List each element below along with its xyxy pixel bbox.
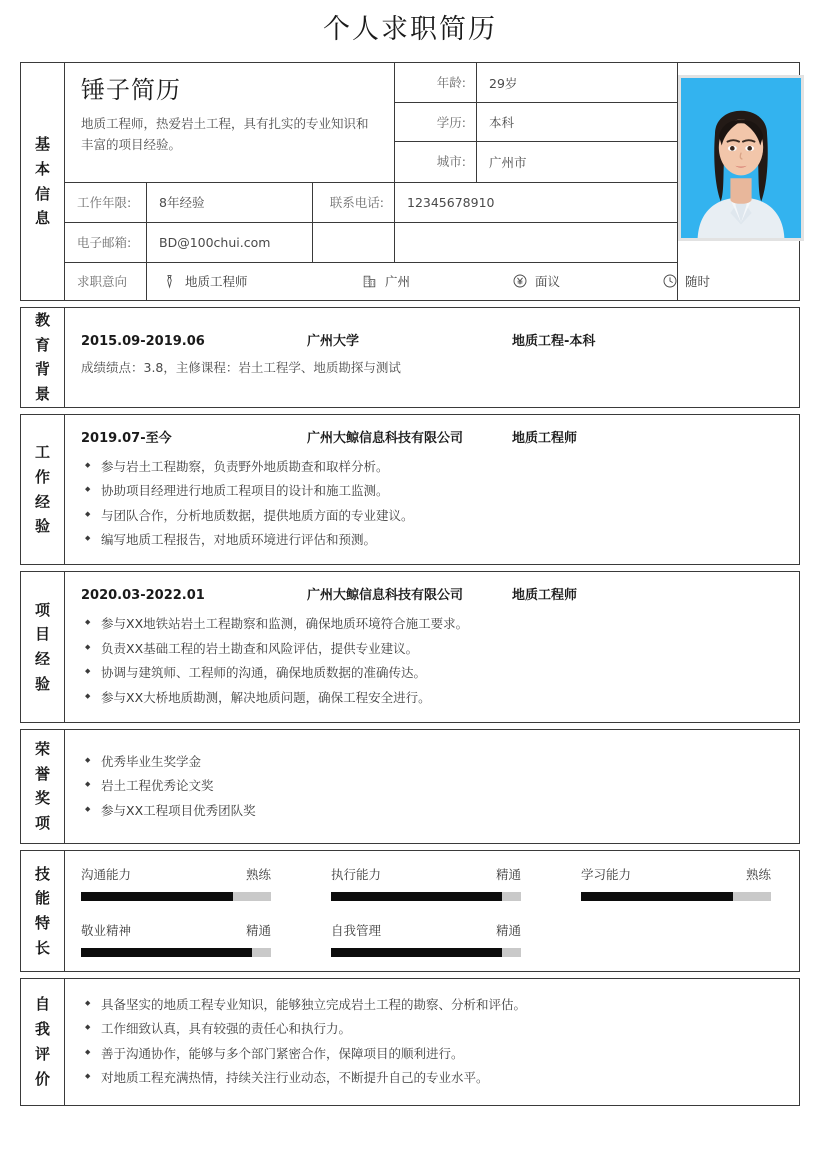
project-header <box>81 584 785 603</box>
project-period: 2020.03-2022.01 <box>81 588 205 604</box>
job-intent-position <box>161 272 361 290</box>
field-city-label: 城市: <box>395 142 477 182</box>
side-label-char: 誉 <box>34 764 50 783</box>
self-evaluation-body <box>65 979 799 1105</box>
clock-icon <box>661 273 678 290</box>
work-company: 广州大鲸信息科技有限公司 <box>307 430 464 446</box>
skills-row-2 <box>81 921 783 957</box>
side-label-char: 项 <box>34 600 50 619</box>
list-item: ◆ 善于沟通协作，能够与多个部门紧密合作，保障项目的顺利进行。 <box>81 1042 785 1066</box>
skill-progress-track <box>331 948 521 957</box>
list-item: ◆ 与团队合作，分析地质数据，提供地质方面的专业建议。 <box>81 504 785 528</box>
list-item: ◆ 具备坚实的地质工程专业知识，能够独立完成岩土工程的勘察、分析和评估。 <box>81 993 785 1017</box>
skill-progress-track <box>81 892 271 901</box>
avatar <box>678 75 804 241</box>
skill-name: 自我管理 <box>331 923 382 939</box>
skill-progress-track <box>581 892 771 901</box>
section-honors <box>20 729 800 844</box>
skill-head <box>331 921 521 939</box>
field-age <box>395 63 677 103</box>
skill-level: 熟练 <box>245 867 271 883</box>
basic-kv-list <box>395 63 677 182</box>
field-email-label: 电子邮箱: <box>65 223 147 262</box>
list-item: ◆ 对地质工程充满热情，持续关注行业动态，不断提升自己的专业水平。 <box>81 1066 785 1090</box>
tie-icon <box>161 273 178 290</box>
project-bullet-list <box>81 612 785 710</box>
row-work-years-phone <box>65 182 677 222</box>
name-and-tagline <box>65 63 395 182</box>
job-intent-city-label: 广州 <box>385 274 411 290</box>
skill-level: 精通 <box>495 923 521 939</box>
field-phone-value: 12345678910 <box>407 194 495 210</box>
list-item: ◆ 协调与建筑师、工程师的沟通，确保地质数据的准确传达。 <box>81 661 785 685</box>
side-label-char: 验 <box>34 674 50 693</box>
list-item: ◆ 参与岩土工程勘察，负责野外地质勘查和取样分析。 <box>81 455 785 479</box>
basic-top-row <box>65 63 677 182</box>
work-experience-body <box>65 415 799 565</box>
job-intent-city <box>361 272 511 290</box>
basic-info-left <box>65 63 711 300</box>
field-city <box>395 142 677 182</box>
field-education-value: 本科 <box>489 115 515 131</box>
skill-name: 学习能力 <box>581 867 632 883</box>
side-label-char: 经 <box>34 492 50 511</box>
side-label-char: 我 <box>34 1020 50 1039</box>
section-label-project-experience <box>21 572 65 722</box>
section-label-basic-info <box>21 63 65 300</box>
field-email-right-label <box>313 223 395 262</box>
side-label-char: 背 <box>34 360 50 379</box>
candidate-name: 锤子简历 <box>81 76 181 105</box>
side-label-char: 长 <box>34 938 50 957</box>
row-job-intent <box>65 262 711 300</box>
project-experience-body <box>65 572 799 722</box>
section-label-education <box>21 308 65 407</box>
side-label-char: 教 <box>34 310 50 329</box>
skill-head <box>331 865 521 883</box>
self-evaluation-bullet-list <box>81 993 785 1091</box>
section-work-experience <box>20 414 800 566</box>
skill-head <box>81 865 271 883</box>
project-role: 地质工程师 <box>512 588 578 604</box>
job-intent-label: 求职意向 <box>65 263 147 300</box>
side-label-char: 经 <box>34 650 50 669</box>
section-skills <box>20 850 800 972</box>
skill-name: 沟通能力 <box>81 867 132 883</box>
skill-level: 精通 <box>495 867 521 883</box>
skill-item <box>81 921 331 957</box>
list-item: ◆ 编写地质工程报告，对地质环境进行评估和预测。 <box>81 528 785 552</box>
field-education-label: 学历: <box>395 103 477 142</box>
side-label-char: 本 <box>34 159 50 178</box>
page-title: 个人求职简历 <box>323 14 497 45</box>
field-city-value: 广州市 <box>489 155 527 171</box>
skill-progress-track <box>81 948 271 957</box>
field-work-years-label: 工作年限: <box>65 183 147 222</box>
skill-level: 精通 <box>245 923 271 939</box>
side-label-char: 项 <box>34 814 50 833</box>
work-bullet-list <box>81 455 785 553</box>
section-basic-info <box>20 62 800 301</box>
skill-head <box>581 865 771 883</box>
side-label-char: 价 <box>34 1069 50 1088</box>
job-intent-position-label: 地质工程师 <box>185 274 248 290</box>
section-self-evaluation <box>20 978 800 1106</box>
list-item: ◆ 协助项目经理进行地质工程项目的设计和施工监测。 <box>81 479 785 503</box>
field-phone-label: 联系电话: <box>313 183 395 222</box>
section-label-skills <box>21 851 65 971</box>
work-period: 2019.07-至今 <box>81 430 172 446</box>
list-item: ◆ 岩土工程优秀论文奖 <box>81 774 785 798</box>
avatar-illustration <box>681 78 801 238</box>
field-email-right-value <box>395 223 677 262</box>
skills-body <box>65 851 799 971</box>
side-label-char: 荣 <box>34 739 50 758</box>
side-label-char: 信 <box>34 184 50 203</box>
side-label-char: 评 <box>34 1044 50 1063</box>
side-label-char: 工 <box>34 443 50 462</box>
work-header <box>81 427 785 446</box>
field-age-label: 年龄: <box>395 63 477 102</box>
skill-head <box>81 921 271 939</box>
side-label-char: 景 <box>34 385 50 404</box>
skill-progress-track <box>331 892 521 901</box>
skill-item <box>81 865 331 901</box>
side-label-char: 作 <box>34 467 50 486</box>
side-label-char: 技 <box>34 864 50 883</box>
side-label-char: 自 <box>34 995 50 1014</box>
skill-progress-fill <box>581 892 733 901</box>
field-age-value: 29岁 <box>489 75 518 91</box>
list-item: ◆ 优秀毕业生奖学金 <box>81 750 785 774</box>
side-label-char: 息 <box>34 209 50 228</box>
skill-progress-fill <box>331 948 502 957</box>
list-item: ◆ 参与XX地铁站岩土工程勘察和监测，确保地质环境符合施工要求。 <box>81 612 785 636</box>
skill-name: 执行能力 <box>331 867 382 883</box>
basic-info-body <box>65 63 799 300</box>
building-icon <box>361 273 378 290</box>
side-label-char: 验 <box>34 517 50 536</box>
side-label-char: 基 <box>34 135 50 154</box>
yen-icon <box>511 273 528 290</box>
skill-item <box>581 865 820 901</box>
skill-progress-fill <box>331 892 502 901</box>
job-intent-availability-label: 随时 <box>685 274 711 290</box>
education-header <box>81 330 785 349</box>
candidate-tagline: 地质工程师，热爱岩土工程，具有扎实的专业知识和丰富的项目经验。 <box>81 115 369 152</box>
side-label-char: 育 <box>34 335 50 354</box>
job-intent-salary-label: 面议 <box>535 274 561 290</box>
project-company: 广州大鲸信息科技有限公司 <box>307 588 464 604</box>
side-label-char: 目 <box>34 625 50 644</box>
job-intent-salary <box>511 272 661 290</box>
skill-item <box>331 865 581 901</box>
list-item: ◆ 参与XX大桥地质勘测，解决地质问题，确保工程安全进行。 <box>81 686 785 710</box>
education-major: 地质工程-本科 <box>512 333 596 349</box>
education-school: 广州大学 <box>307 333 360 349</box>
section-project-experience <box>20 571 800 723</box>
skills-row-1 <box>81 865 783 901</box>
section-label-self-evaluation <box>21 979 65 1105</box>
skill-item <box>331 921 581 957</box>
education-detail: 成绩绩点：3.8，主修课程：岩土工程学、地质勘探与测试 <box>81 359 401 375</box>
education-body <box>65 308 799 407</box>
honors-body <box>65 730 799 843</box>
side-label-char: 奖 <box>34 789 50 808</box>
education-period: 2015.09-2019.06 <box>81 333 205 349</box>
honors-bullet-list <box>81 750 785 823</box>
row-email <box>65 222 677 262</box>
photo-cell <box>677 63 804 300</box>
field-education <box>395 103 677 143</box>
field-work-years-value: 8年经验 <box>147 183 313 222</box>
skill-name: 敬业精神 <box>81 923 132 939</box>
list-item: ◆ 负责XX基础工程的岩土勘查和风险评估，提供专业建议。 <box>81 637 785 661</box>
list-item: ◆ 工作细致认真，具有较强的责任心和执行力。 <box>81 1017 785 1041</box>
field-email-value: BD@100chui.com <box>147 223 313 262</box>
section-label-honors <box>21 730 65 843</box>
list-item: ◆ 参与XX工程项目优秀团队奖 <box>81 799 785 823</box>
skill-progress-fill <box>81 948 252 957</box>
skill-progress-fill <box>81 892 233 901</box>
work-role: 地质工程师 <box>512 430 578 446</box>
section-education <box>20 307 800 408</box>
skill-level: 熟练 <box>745 867 771 883</box>
side-label-char: 能 <box>34 889 50 908</box>
section-label-work-experience <box>21 415 65 565</box>
side-label-char: 特 <box>34 914 50 933</box>
